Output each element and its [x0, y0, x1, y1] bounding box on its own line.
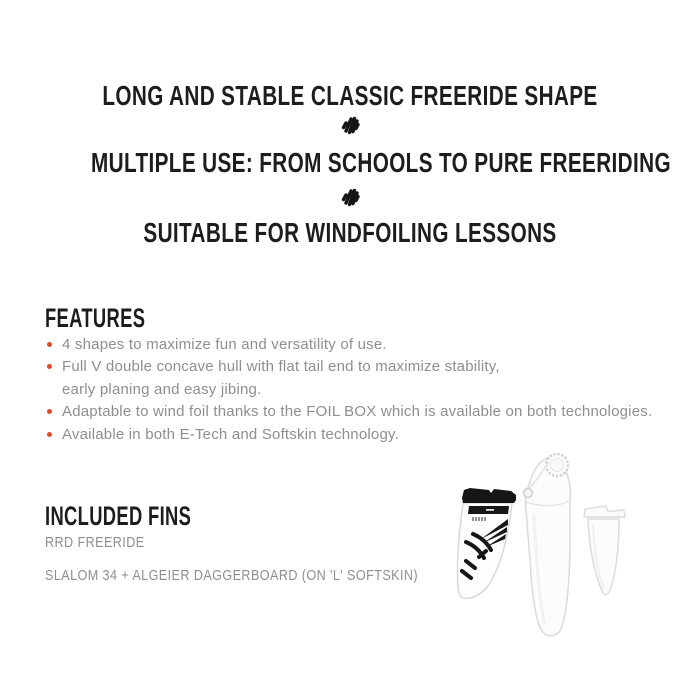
included-fins-line-slalom: SLALOM 34 + ALGEIER DAGGERBOARD (ON 'L' SOFTSKIN): [45, 567, 419, 584]
headline-shape: LONG AND STABLE CLASSIC FREERIDE SHAPE: [102, 80, 598, 111]
included-fins-line-freeride: RRD FREERIDE: [45, 534, 145, 551]
bullet-dot: [47, 432, 52, 437]
bullet-dot: [47, 409, 52, 414]
daggerboard-graphic: [524, 454, 571, 636]
feature-item: [46, 356, 694, 401]
feature-item: [46, 334, 694, 356]
features-title: FEATURES: [45, 303, 146, 333]
freeride-fin-graphic: [457, 488, 516, 598]
slalom-fin-graphic: [584, 506, 625, 595]
scribble-dot-icon: [339, 186, 361, 207]
feature-text: Adaptable to wind foil thanks to the FOIL BOX which is available on both technologies.: [62, 403, 653, 421]
included-fins-title: INCLUDED FINS: [45, 501, 192, 531]
headline-windfoiling: SUITABLE FOR WINDFOILING LESSONS: [143, 217, 557, 248]
fins-product-image: [448, 440, 648, 652]
bullet-dot: [47, 342, 52, 347]
feature-text: early planing and easy jibing.: [62, 380, 262, 398]
headline-multiple-use: MULTIPLE USE: FROM SCHOOLS TO PURE FREERIDING: [91, 147, 671, 178]
feature-item: [46, 401, 694, 423]
feature-text: 4 shapes to maximize fun and versatility of use.: [62, 336, 387, 353]
features-list: [46, 334, 694, 446]
scribble-dot-icon: [339, 114, 361, 135]
feature-text: Available in both E-Tech and Softskin technology.: [62, 425, 399, 443]
feature-text: Full V double concave hull with flat tail end to maximize stability,: [62, 358, 500, 376]
bullet-dot: [47, 364, 52, 369]
